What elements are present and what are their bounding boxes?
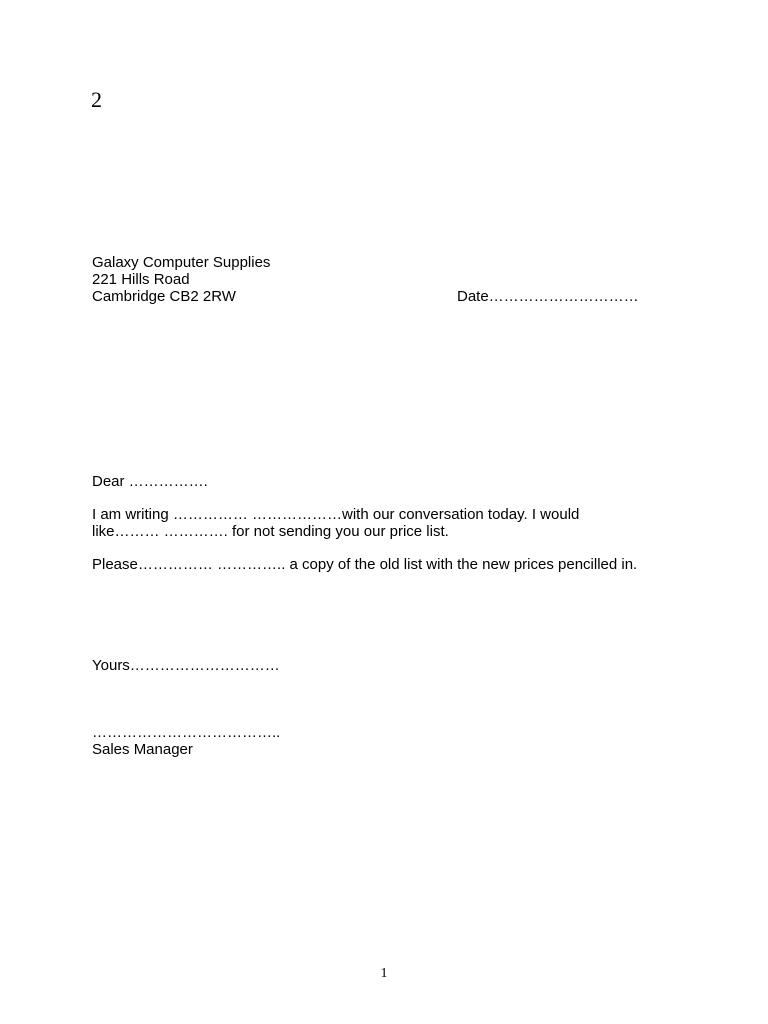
section-number: 2 (91, 87, 102, 112)
body-paragraph-1 (92, 506, 579, 540)
signature-title: Sales Manager (92, 741, 193, 758)
salutation: Dear ……………. (92, 473, 208, 490)
body-paragraph-1-line-1: I am writing …………… ………………with our conversation today. I would (92, 506, 580, 523)
body-paragraph-1-line-2: like……… …………. for not sending you our price list. (92, 523, 449, 540)
sender-company: Galaxy Computer Supplies (92, 254, 271, 271)
sender-address (92, 254, 270, 305)
closing: Yours………………………… (92, 657, 280, 674)
signature-line: ……………………………….. (92, 724, 281, 741)
page-number: 1 (380, 966, 388, 981)
date-line: Date………………………… (457, 288, 639, 305)
sender-street: 221 Hills Road (92, 271, 190, 288)
signature-block (92, 724, 280, 758)
sender-city-postcode: Cambridge CB2 2RW (92, 288, 236, 305)
body-paragraph-2: Please…………… ………….. a copy of the old list with the new prices pencilled in. (92, 556, 638, 573)
